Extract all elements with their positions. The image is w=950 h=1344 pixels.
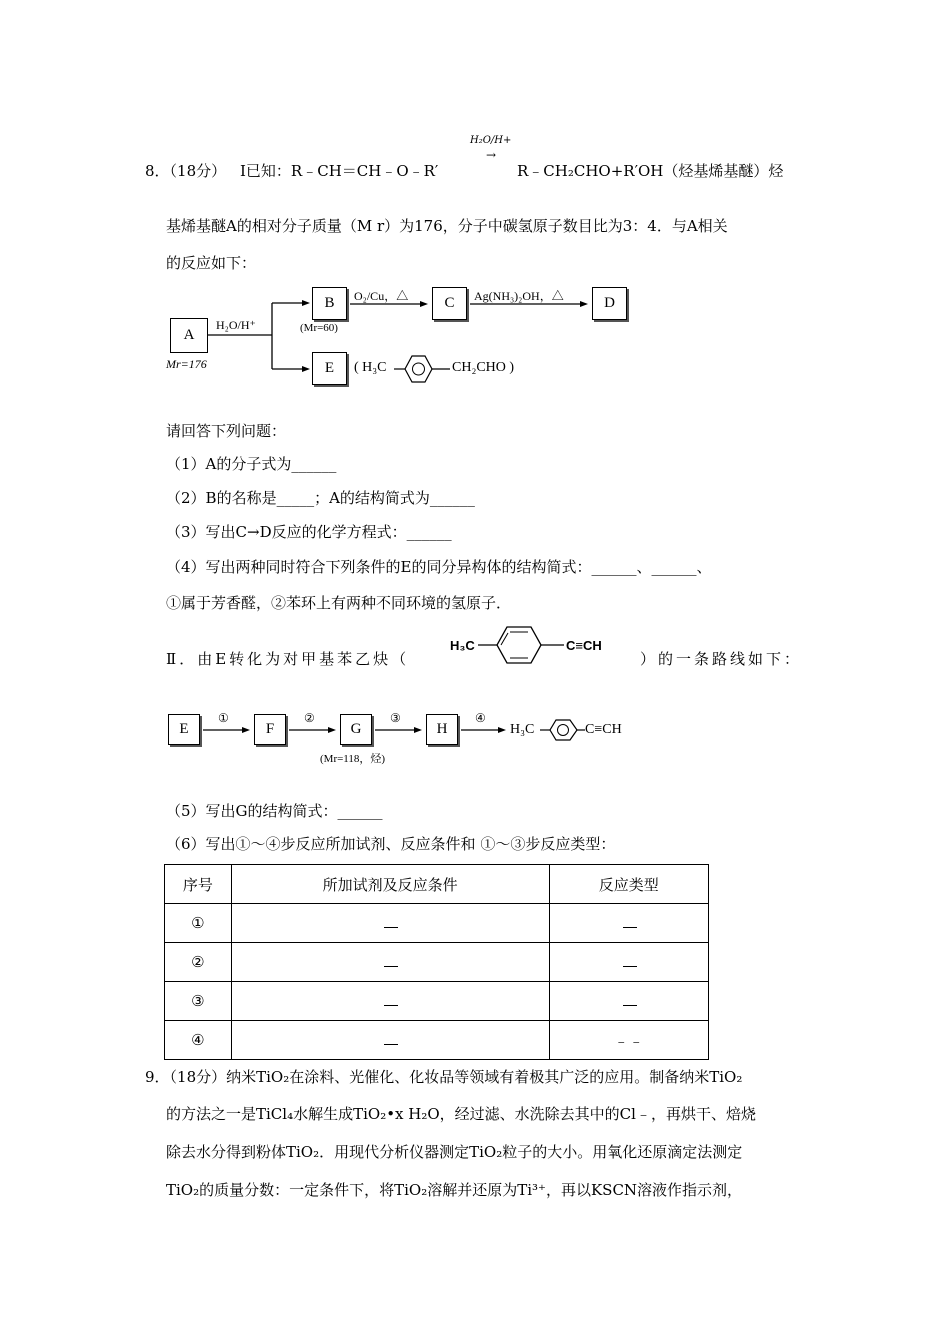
G-note: (Mr=118，烃)	[320, 753, 386, 765]
table-row	[165, 943, 709, 982]
reaction-condition: H₂O/H+	[470, 135, 512, 146]
box-H: H	[426, 714, 458, 745]
answer-blank	[549, 982, 708, 1021]
row-no: ②	[165, 943, 232, 982]
step-1: ①	[218, 711, 229, 725]
part2-struct-left: H₃C	[450, 638, 475, 653]
A-mr: Mr=176	[166, 357, 207, 371]
table-header-row	[165, 865, 709, 904]
q9-line2: 的方法之一是TiCl₄水解生成TiO₂•x H₂O，经过滤、水洗除去其中的Cl﹣，再烘干、焙烧	[166, 1105, 756, 1123]
question-2: （2）B的名称是_____；A的结构简式为______	[166, 489, 475, 507]
header-no: 序号	[165, 865, 232, 904]
scheme2-arrows	[0, 690, 950, 770]
question-1: （1）A的分子式为______	[166, 455, 337, 473]
table-row	[165, 1021, 709, 1060]
question-5: （5）写出G的结构简式：______	[166, 802, 383, 820]
row-last: ﹣﹣	[549, 1021, 708, 1060]
q8-number: 8．（18分）	[145, 162, 227, 180]
question-6: （6）写出①～④步反应所加试剂、反应条件和 ①～③步反应类型：	[166, 835, 616, 853]
answer-blank	[549, 904, 708, 943]
answer-blank	[231, 982, 549, 1021]
reaction-arrow: →	[486, 148, 497, 162]
header-conditions: 所加试剂及反应条件	[231, 865, 549, 904]
answer-blank	[549, 943, 708, 982]
part2-right: ）的一条路线如下：	[640, 650, 803, 668]
q9-line4: TiO₂的质量分数：一定条件下，将TiO₂溶解并还原为Ti³⁺，再以KSCN溶液作指示剂，	[166, 1181, 743, 1199]
part2-left: Ⅱ．由E转化为对甲基苯乙炔（	[166, 650, 410, 668]
q9-line3: 除去水分得到粉体TiO₂．用现代分析仪器测定TiO₂粒子的大小。用氧化还原滴定法测定	[166, 1143, 743, 1161]
step-3: ③	[390, 711, 401, 725]
product-left: H₃C	[510, 722, 535, 737]
question-3: （3）写出C→D反应的化学方程式：______	[166, 523, 452, 541]
header-type: 反应类型	[549, 865, 708, 904]
table-row	[165, 904, 709, 943]
box-G: G	[340, 714, 372, 745]
answer-blank	[231, 1021, 549, 1060]
table-row	[165, 982, 709, 1021]
box-B: B	[312, 287, 347, 320]
q8-line2: 基烯基醚A的相对分子质量（M r）为176，分子中碳氢原子数目比为3：4．与A相关	[166, 217, 728, 235]
answer-blank	[231, 904, 549, 943]
product-right: C≡CH	[585, 722, 622, 737]
answer-table	[164, 864, 709, 1060]
q8-intro-reactant: Ⅰ已知：R﹣CH＝CH﹣O﹣R′	[240, 162, 439, 180]
question-4: （4）写出两种同时符合下列条件的E的同分异构体的结构简式：______、______、	[166, 558, 712, 576]
row-no: ④	[165, 1021, 232, 1060]
E-formula-right: CH₂CHO )	[452, 360, 515, 375]
step-2: ②	[304, 711, 315, 725]
B-mr: (Mr=60)	[300, 322, 338, 334]
question-4-conditions: ①属于芳香醛，②苯环上有两种不同环境的氢原子．	[166, 594, 512, 612]
cond-tollens: Ag(NH₃)₂OH，△	[474, 289, 564, 303]
box-C: C	[432, 287, 467, 320]
E-formula-left: ( H₃C	[354, 360, 387, 375]
part2-struct-right: C≡CH	[566, 638, 602, 653]
step-4: ④	[475, 711, 486, 725]
prompt: 请回答下列问题：	[166, 422, 287, 440]
row-no: ①	[165, 904, 232, 943]
answer-blank	[231, 943, 549, 982]
row-no: ③	[165, 982, 232, 1021]
q8-intro-product: R﹣CH₂CHO+R′OH（烃基烯基醚）烃	[517, 162, 784, 180]
cond-oxidation: O₂/Cu，△	[354, 289, 409, 303]
box-E: E	[312, 352, 347, 385]
q8-line3: 的反应如下：	[166, 254, 257, 272]
box-A: A	[170, 318, 208, 353]
box-E2: E	[168, 714, 200, 745]
box-D: D	[592, 287, 627, 320]
cond-hydrolysis: H₂O/H⁺	[216, 318, 256, 332]
q9-line1: 9．（18分）纳米TiO₂在涂料、光催化、化妆品等领域有着极其广泛的应用。制备纳米TiO₂	[145, 1068, 743, 1086]
box-F: F	[254, 714, 286, 745]
